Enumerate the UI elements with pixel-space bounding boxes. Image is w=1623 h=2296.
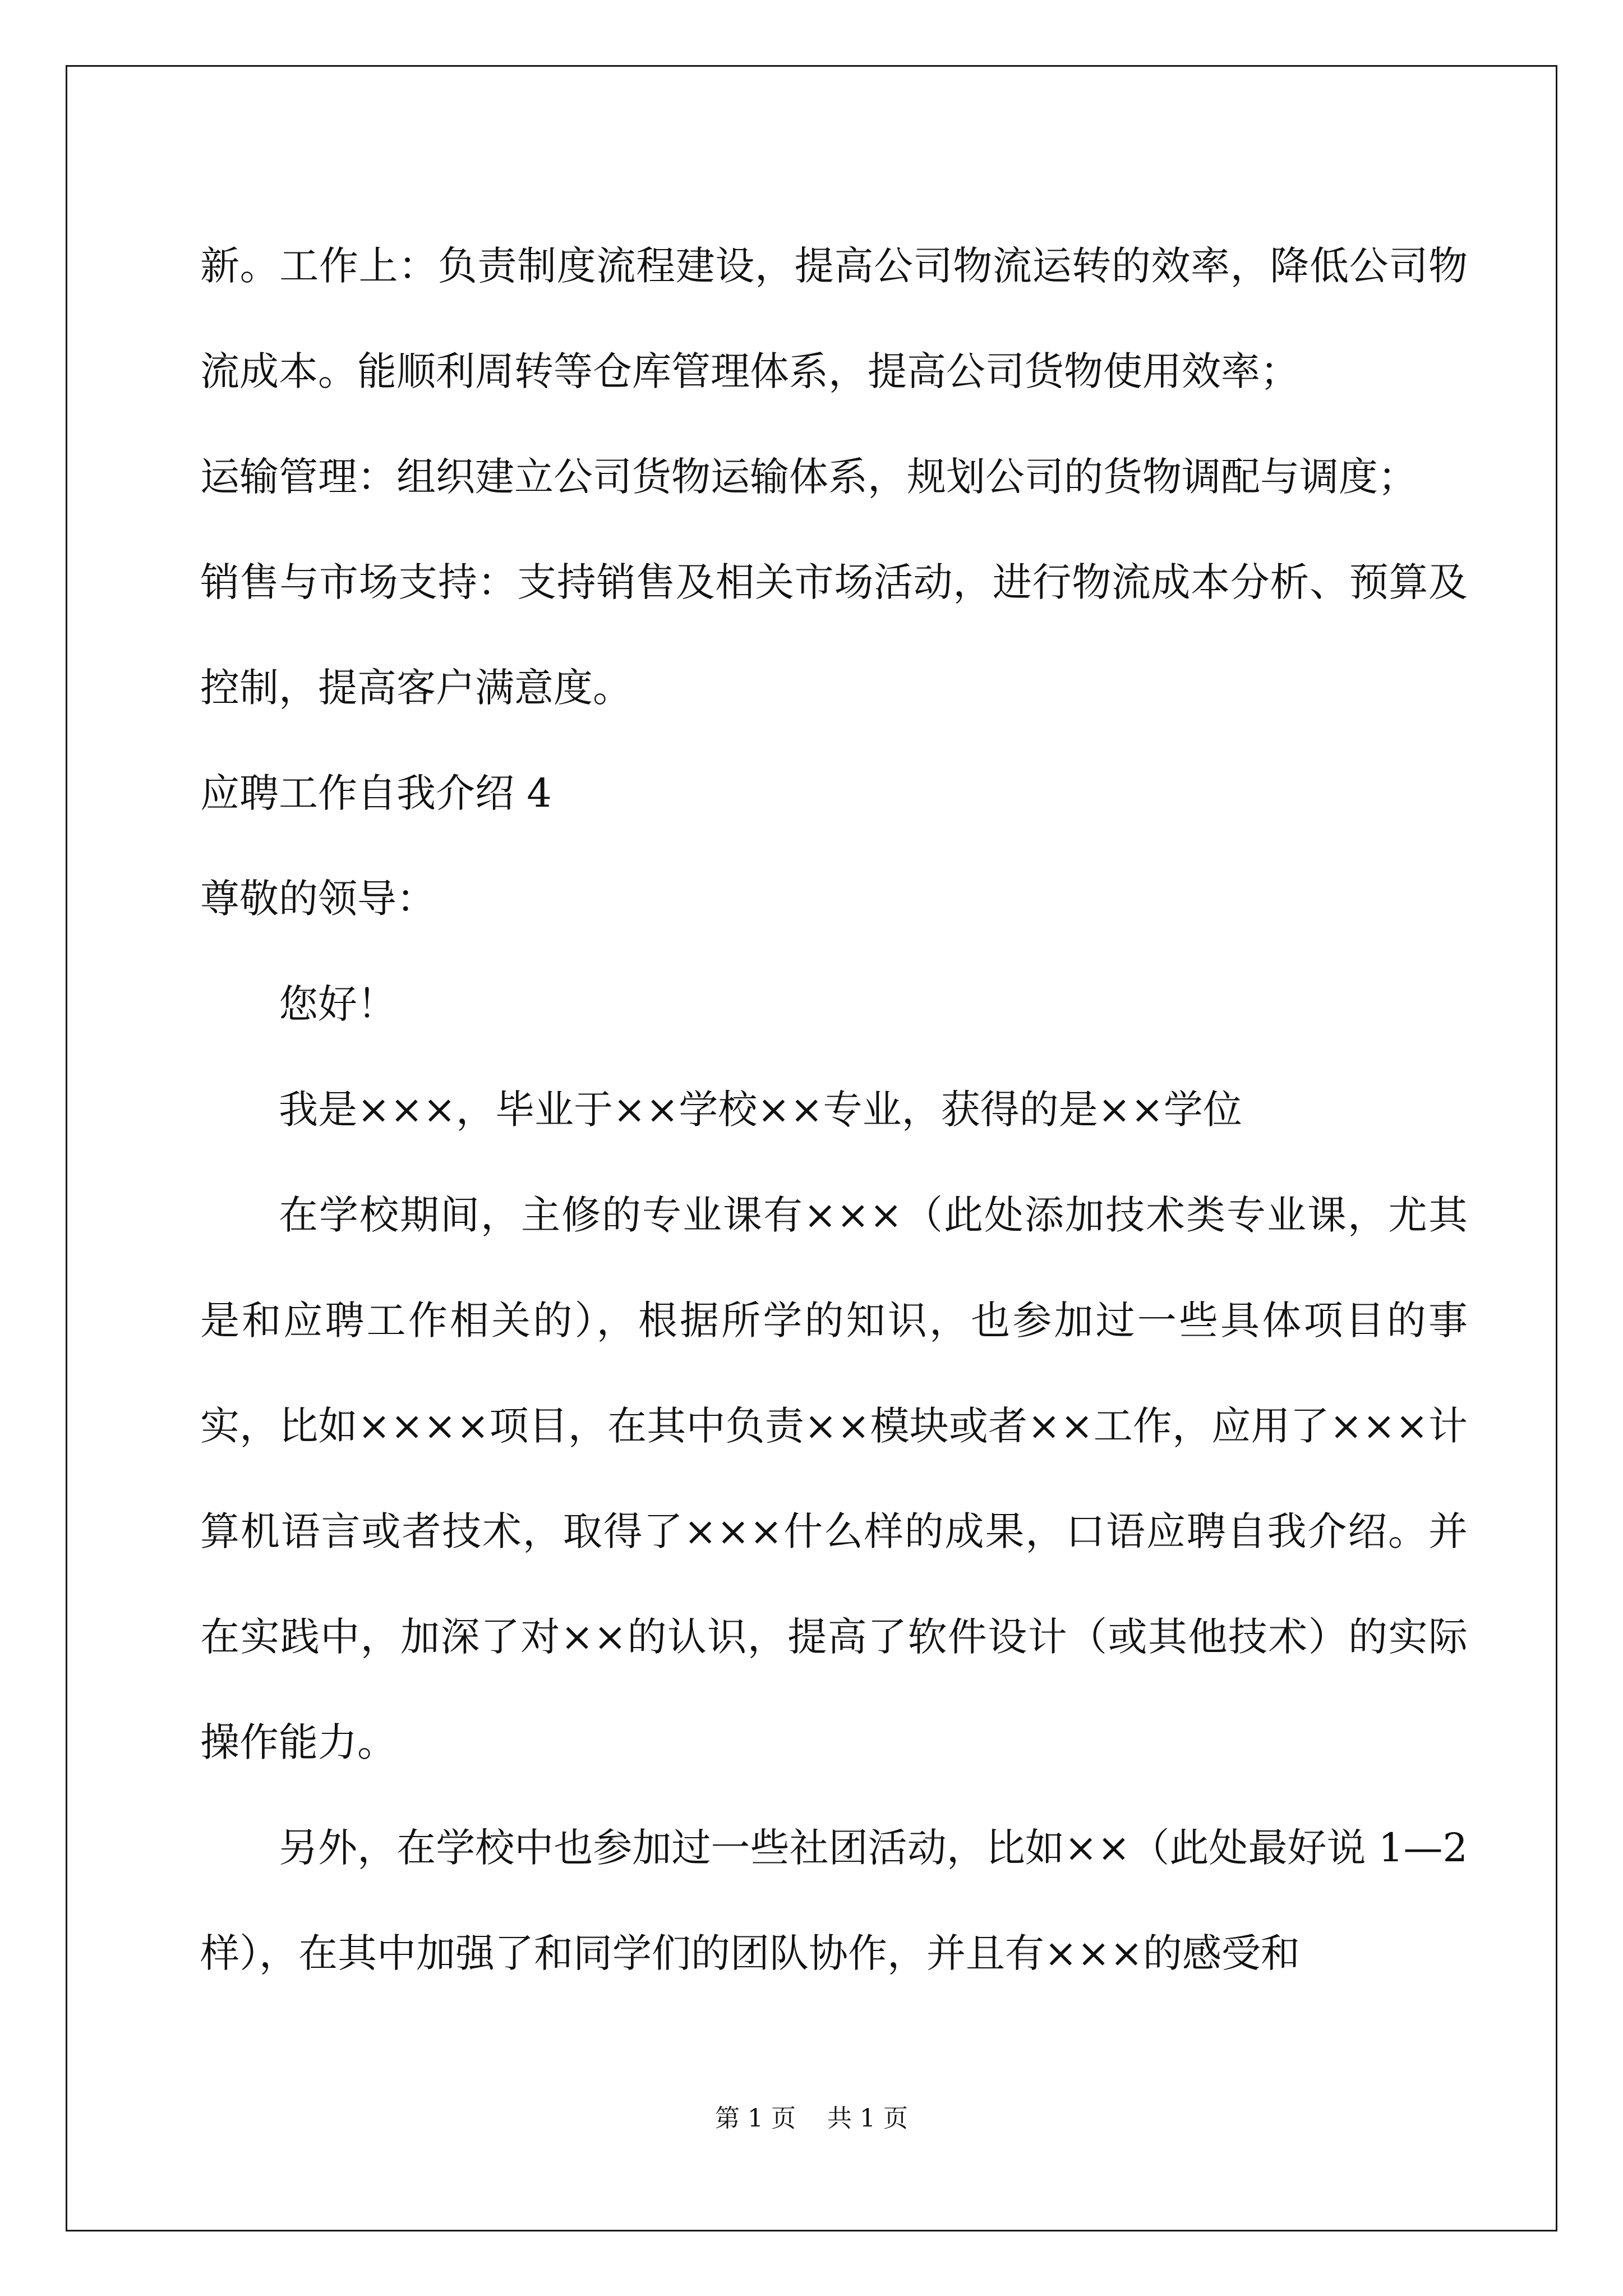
paragraph-intro: 我是×××，毕业于××学校××专业，获得的是××学位 [279,1087,1242,1133]
paragraph-activities: 另外，在学校中也参加过一些社团活动，比如××（此处最好说 1—2 样），在其中加强了和同学们的团队协作，并且有×××的感受和 [200,1825,1468,1976]
paragraph-1: 新。工作上：负责制度流程建设，提高公司物流运转的效率，降低公司物流成本。能顺利周转等仓库管理体系，提高公司货物使用效率； [200,243,1468,394]
page-number-footer: 第 1 页 共 1 页 [715,2104,908,2133]
section-heading: 应聘工作自我介绍 4 [200,770,552,816]
document-body [200,213,1468,2006]
paragraph-3: 销售与市场支持：支持销售及相关市场活动，进行物流成本分析、预算及控制，提高客户满意度。 [200,559,1468,711]
paragraph-study: 在学校期间，主修的专业课有×××（此处添加技术类专业课，尤其是和应聘工作相关的），根据所学的知识，也参加过一些具体项目的事实，比如××××项目，在其中负责××模块或者××工作，应用了×××计算机语言或者技术，取得了×××什么样的成果，口语应聘自我介绍。并在实践中，加深了对××的认识，提高了软件设计（或其他技术）的实际操作能力。 [200,1192,1468,1765]
paragraph-2: 运输管理：组织建立公司货物运输体系，规划公司的货物调配与调度； [200,454,1417,500]
salutation: 尊敬的领导： [200,876,436,922]
greeting: 您好！ [279,981,396,1027]
